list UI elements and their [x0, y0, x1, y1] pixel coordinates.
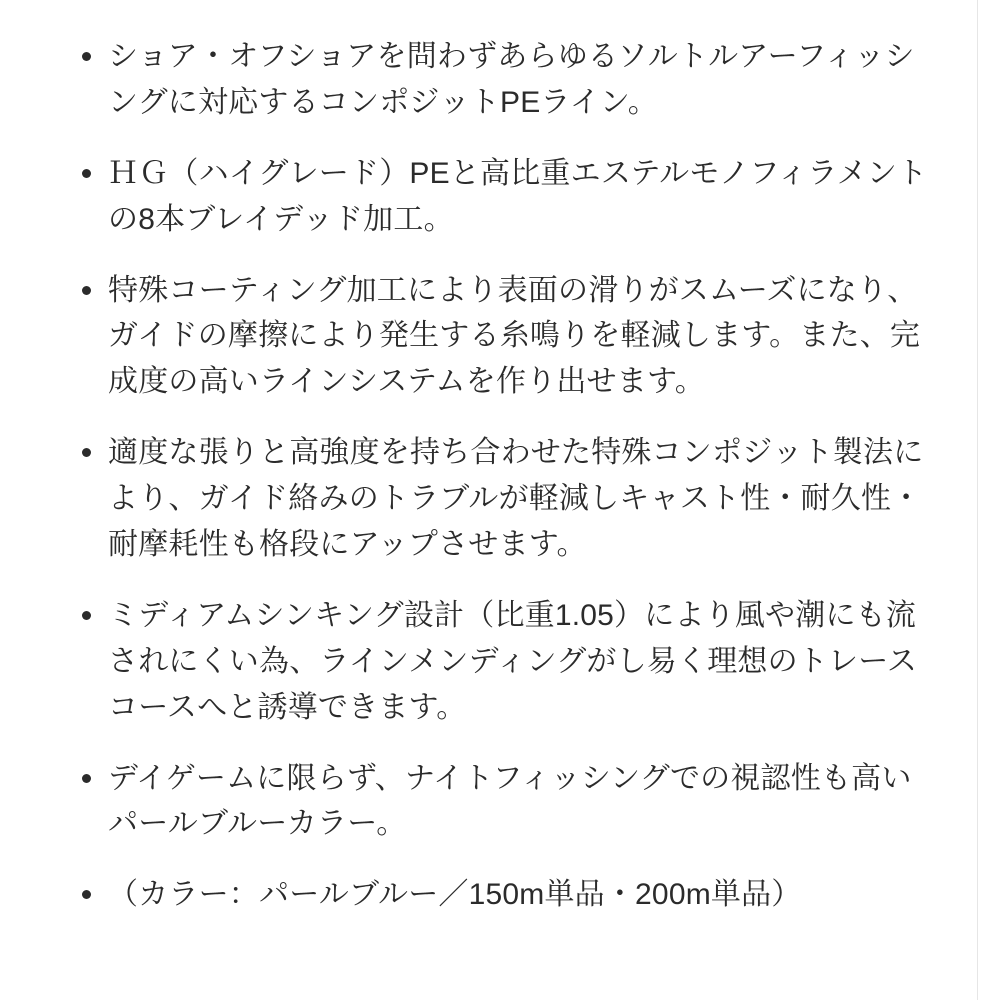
bullet-point-icon [82, 611, 91, 620]
list-item [78, 151, 930, 243]
bullet-point-icon [82, 890, 91, 899]
list-item [78, 593, 930, 731]
list-item [78, 756, 930, 848]
feature-list-container [78, 34, 930, 918]
bullet-point-icon [82, 774, 91, 783]
list-item-text: （カラー：パールブルー／150m単品・200m単品） [108, 878, 802, 912]
list-item-text: ショア・オフショアを問わずあらゆるソルトルアーフィッシングに対応するコンポジットPEライン。 [108, 40, 915, 119]
list-item [78, 268, 930, 406]
bullet-point-icon [82, 169, 91, 178]
page-edge-rule [977, 0, 978, 1000]
list-item [78, 872, 930, 918]
feature-list [78, 34, 930, 918]
list-item [78, 430, 930, 568]
list-item-text: ミディアムシンキング設計（比重1.05）により風や潮にも流されにくい為、ラインメンディングがし易く理想のトレースコースへと誘導できます。 [108, 598, 918, 724]
list-item [78, 34, 930, 126]
list-item-text: デイゲームに限らず、ナイトフィッシングでの視認性も高いパールブルーカラー。 [108, 761, 912, 841]
list-item-text: 特殊コーティング加工により表面の滑りがスムーズになり、ガイドの摩擦により発生する糸鳴りを軽減します。また、完成度の高いラインシステムを作り出せます。 [108, 273, 921, 399]
bullet-point-icon [82, 286, 91, 295]
list-item-text: 適度な張りと高強度を持ち合わせた特殊コンポジット製法により、ガイド絡みのトラブルが軽減しキャスト性・耐久性・耐摩耗性も格段にアップさせます。 [108, 436, 924, 562]
bullet-point-icon [82, 448, 91, 457]
bullet-point-icon [82, 52, 91, 61]
list-item-text: ＨＧ（ハイグレード）PEと高比重エステルモノフィラメントの8本ブレイデッド加工。 [108, 156, 928, 236]
